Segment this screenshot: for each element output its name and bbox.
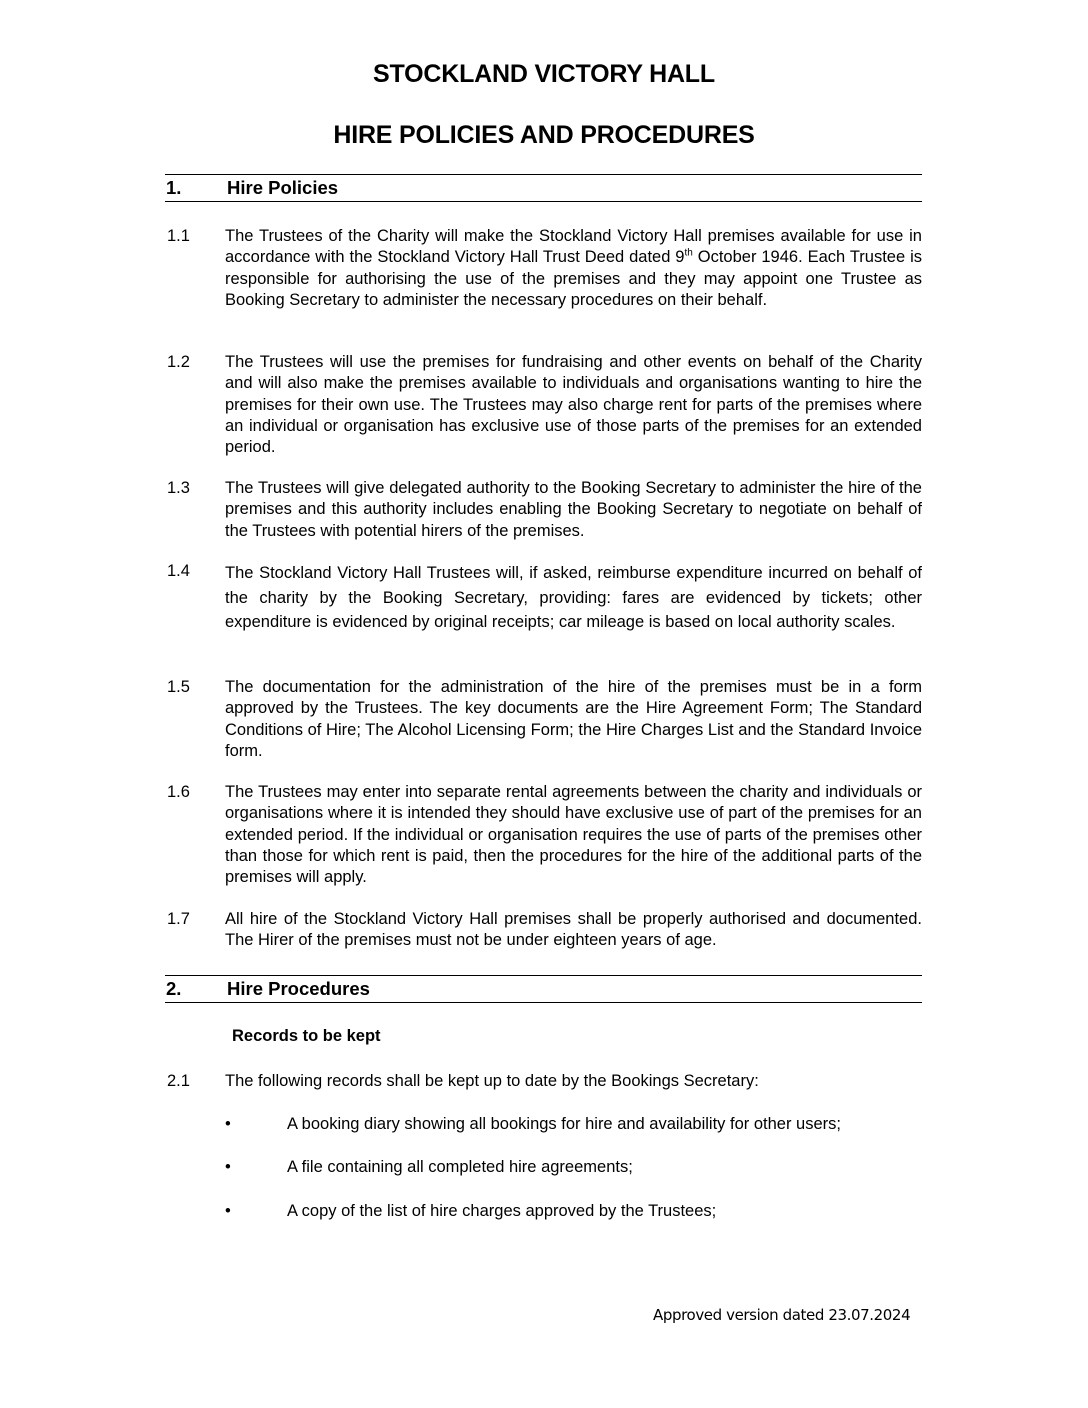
paragraph-text: The Trustees of the Charity will make the Stockland Victory Hall premises available for use in accordance with the Stockland Victory Hall Trust Deed dated 9th October 1946. Each Trustee is responsible for authorising the use of the premises and they may appoint one Trustee as Booking Secretary to administer the necessary procedures on their behalf. xyxy=(225,227,922,309)
bullet-icon: • xyxy=(225,1202,231,1220)
document-title: STOCKLAND VICTORY HALL xyxy=(373,60,715,88)
paragraph-number: 1.4 xyxy=(167,562,190,580)
paragraph-number: 1.2 xyxy=(167,353,190,371)
paragraph-number: 1.3 xyxy=(167,479,190,497)
section-number: 1. xyxy=(166,177,182,198)
footer-version-note: Approved version dated 23.07.2024 xyxy=(653,1306,911,1324)
paragraph-number: 1.5 xyxy=(167,678,190,696)
bullet-text: A file containing all completed hire agreements; xyxy=(287,1158,633,1176)
paragraph-2-1 xyxy=(165,1071,922,1092)
subheading-records-to-be-kept: Records to be kept xyxy=(232,1027,381,1045)
paragraph-number: 2.1 xyxy=(167,1072,190,1090)
paragraph-1-5 xyxy=(165,677,922,762)
paragraph-number: 1.6 xyxy=(167,783,190,801)
document-subtitle: HIRE POLICIES AND PROCEDURES xyxy=(333,121,755,149)
paragraph-1-6 xyxy=(165,782,922,888)
bullet-text: A booking diary showing all bookings for hire and availability for other users; xyxy=(287,1115,841,1133)
section-heading-hire-policies xyxy=(165,174,922,202)
paragraph-number: 1.7 xyxy=(167,910,190,928)
section-heading-hire-procedures xyxy=(165,975,922,1003)
paragraph-1-2 xyxy=(165,352,922,458)
section-title: Hire Policies xyxy=(227,177,339,198)
paragraph-number: 1.1 xyxy=(167,227,190,245)
bullet-icon: • xyxy=(225,1158,231,1176)
paragraph-text: The documentation for the administration of the hire of the premises must be in a form approved by the Trustees. The key documents are the Hire Agreement Form; The Standard Conditions of Hire; The Alcohol Licensing Form; the Hire Charges List and the Standard Invoice form. xyxy=(225,678,922,760)
paragraph-text: The Stockland Victory Hall Trustees will, if asked, reimburse expenditure incurred on behalf of the charity by the Booking Secretary, providing: fares are evidenced by tickets; other expenditure is evidenced by original receipts; car mileage is based on local authority scales. xyxy=(225,564,922,631)
paragraph-text: The Trustees may enter into separate rental agreements between the charity and individuals or organisations where it is intended they should have exclusive use of part of the premises for an extended period. If the individual or organisation requires the use of parts of the premises other than those for which rent is paid, then the procedures for the hire of the additional parts of the premises will apply. xyxy=(225,783,922,887)
bullet-icon: • xyxy=(225,1115,231,1133)
paragraph-1-7 xyxy=(165,909,922,952)
paragraph-1-3 xyxy=(165,478,922,542)
bullet-text: A copy of the list of hire charges approved by the Trustees; xyxy=(287,1202,717,1220)
section-title: Hire Procedures xyxy=(227,978,370,999)
paragraph-text: The following records shall be kept up to date by the Bookings Secretary: xyxy=(225,1072,759,1090)
paragraph-1-4 xyxy=(165,561,922,635)
paragraph-text: The Trustees will give delegated authority to the Booking Secretary to administer the hire of the premises and this authority includes enabling the Booking Secretary to negotiate on behalf of the Trustees with potential hirers of the premises. xyxy=(225,479,922,540)
paragraph-text: The Trustees will use the premises for fundraising and other events on behalf of the Charity and will also make the premises available to individuals and organisations wanting to hire the premises for their own use. The Trustees may also charge rent for parts of the premises where an individual or organisation has exclusive use of those parts of the premises for an extended period. xyxy=(225,353,922,457)
paragraph-text: All hire of the Stockland Victory Hall premises shall be properly authorised and documented. The Hirer of the premises must not be under eighteen years of age. xyxy=(225,910,922,950)
paragraph-1-1 xyxy=(165,226,922,311)
section-number: 2. xyxy=(166,978,182,999)
